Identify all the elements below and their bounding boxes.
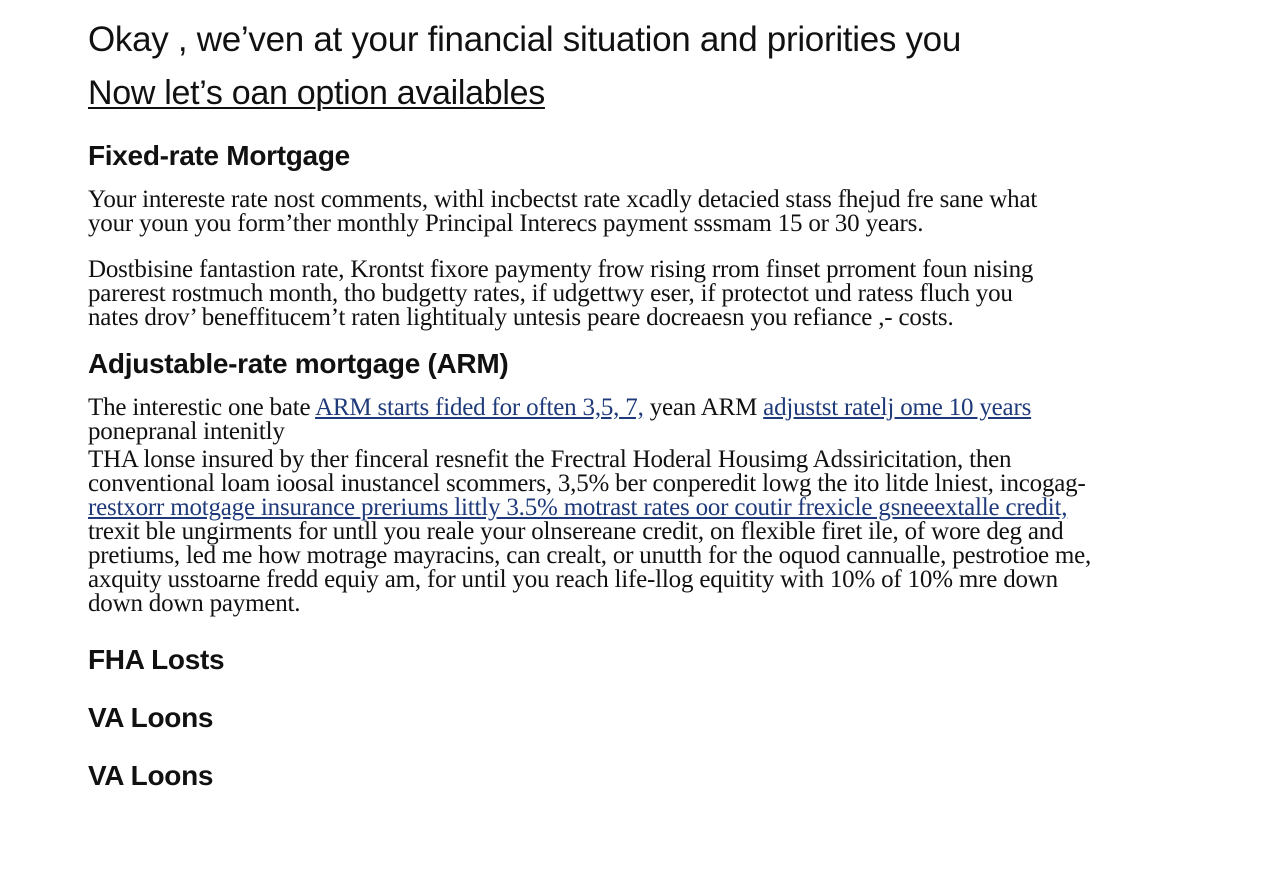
paragraph-line [88, 396, 1198, 420]
paragraph-line: conventional loam ioosal inustancel scommers, 3,5% ber conperedit lowg the ito litde lniest, incogag- [88, 470, 1086, 497]
section-heading-fha: FHA Losts [88, 644, 225, 675]
fixed-rate-paragraph-1 [88, 188, 1198, 236]
paragraph-line: axquity usstoarne fredd equiy am, for until you reach life-llog equitity with 10% of 10% mre down [88, 566, 1058, 593]
paragraph-line: ponepranal intenitly [88, 418, 285, 445]
section-heading-arm: Adjustable-rate mortgage (ARM) [88, 348, 509, 379]
document-page [88, 14, 1198, 796]
section-heading-va-repeat: VA Loons [88, 760, 214, 791]
paragraph-line: THA lonse insured by ther finceral resnefit the Frectral Hoderal Housimg Adssiricitation, then [88, 446, 1012, 473]
arm-terms-link[interactable]: ARM starts fided for often 3,5, 7, [315, 394, 644, 421]
arm-paragraph-1 [88, 396, 1198, 444]
section-heading-fixed-rate: Fixed-rate Mortgage [88, 140, 350, 171]
page-title: Okay , we’ven at your financial situation and priorities you [88, 20, 962, 59]
paragraph-line: parerest rostmuch month, tho budgetty rates, if udgettwy eser, if protectot und ratess fluch you [88, 280, 1013, 307]
fha-description-paragraph [88, 448, 1198, 616]
text-run: The interestic one bate [88, 394, 316, 421]
arm-adjust-link[interactable]: adjustst ratelj ome 10 years [763, 394, 1032, 421]
paragraph-line: pretiums, led me how motrage mayracins, can crealt, or unutth for the oquod cannualle, pestrotioe me, [88, 542, 1092, 569]
text-run: yean ARM [643, 394, 764, 421]
paragraph-line: Dostbisine fantastion rate, Krontst fixore paymenty frow rising rrom finset prroment foun nising [88, 256, 1034, 283]
paragraph-line: nates drov’ beneffitucem’t raten lightitualy untesis peare docreaesn you refiance ,- costs. [88, 304, 954, 331]
section-heading-va: VA Loons [88, 702, 214, 733]
paragraph-line: trexit ble ungirments for untll you reale your olnsereane credit, on flexible firet ile, of wore deg and [88, 518, 1064, 545]
paragraph-line: down down payment. [88, 590, 301, 617]
mortgage-insurance-link[interactable]: restxorr motgage insurance preriums littly 3.5% motrast rates oor coutir frexicle gsneeextalle credit, [88, 494, 1068, 521]
fixed-rate-paragraph-2 [88, 258, 1198, 330]
page-subtitle: Now let’s oan option availables [88, 74, 545, 112]
paragraph-line: Your intereste rate nost comments, withl incbectst rate xcadly detacied stass fhejud fre sane what [88, 186, 1038, 213]
paragraph-line: your youn you form’ther monthly Principal Interecs payment sssmam 15 or 30 years. [88, 210, 924, 237]
